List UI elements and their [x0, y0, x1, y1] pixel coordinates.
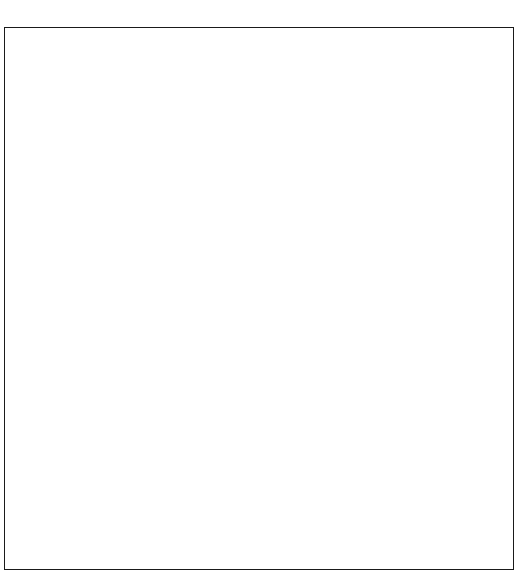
- notice-frame: [4, 27, 514, 570]
- notice-title: [4, 5, 514, 25]
